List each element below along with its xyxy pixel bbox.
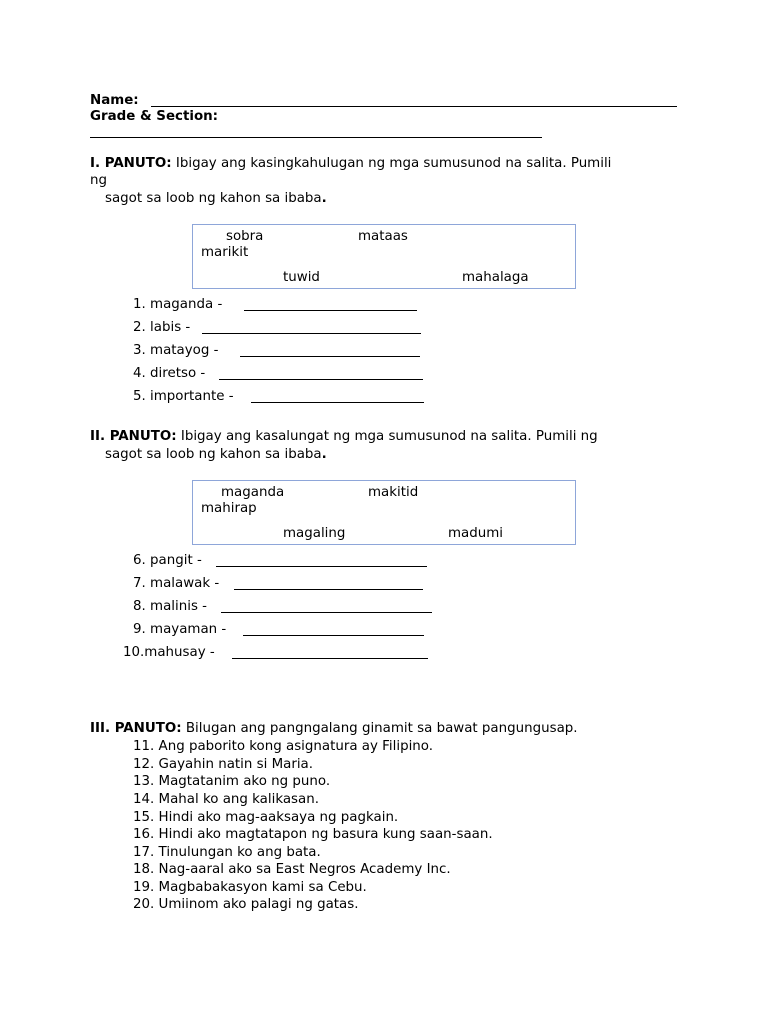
list-item <box>133 389 234 405</box>
word-box-1-word: tuwid <box>283 270 320 285</box>
section1-heading: I. PANUTO: <box>90 156 172 171</box>
name-field-line[interactable] <box>151 106 677 107</box>
answer-line-8[interactable] <box>221 612 432 613</box>
item-number: 4. <box>133 366 146 381</box>
item-number: 10. <box>123 645 145 660</box>
list-item: 12. Gayahin natin si Maria. <box>133 757 314 772</box>
item-number: 3. <box>133 343 146 358</box>
section2-instruction-text: sagot sa loob ng kahon sa ibaba <box>105 447 322 462</box>
word-box-2-word: mahirap <box>201 501 257 516</box>
section1-instruction-line1: Ibigay ang kasingkahulugan ng mga sumusunod na salita. Pumili <box>175 156 612 171</box>
answer-line-4[interactable] <box>219 379 423 380</box>
answer-line-2[interactable] <box>202 333 421 334</box>
section2-instruction-period: . <box>321 447 327 462</box>
item-text: mayaman - <box>150 622 227 637</box>
list-item <box>133 320 190 336</box>
item-text: matayog - <box>150 343 219 358</box>
section1-instruction-text: sagot sa loob ng kahon sa ibaba <box>105 191 322 206</box>
answer-line-3[interactable] <box>240 356 420 357</box>
item-number: 9. <box>133 622 146 637</box>
item-text: pangit - <box>150 553 202 568</box>
answer-line-9[interactable] <box>243 635 424 636</box>
answer-line-10[interactable] <box>232 658 428 659</box>
answer-line-5[interactable] <box>251 402 424 403</box>
list-item <box>133 622 226 638</box>
item-number: 1. <box>133 297 146 312</box>
answer-line-1[interactable] <box>244 310 417 311</box>
word-box-1-word: mahalaga <box>462 270 529 285</box>
name-label: Name: <box>90 93 139 108</box>
list-item <box>123 645 215 661</box>
word-box-1-word: mataas <box>358 229 408 244</box>
section3-heading: III. PANUTO: <box>90 721 182 736</box>
list-item: 14. Mahal ko ang kalikasan. <box>133 792 319 807</box>
list-item: 20. Umiinom ako palagi ng gatas. <box>133 897 359 912</box>
section1-instruction-period: . <box>321 191 327 206</box>
answer-line-7[interactable] <box>234 589 423 590</box>
section1-instruction <box>90 156 611 172</box>
item-number: 5. <box>133 389 146 404</box>
list-item <box>133 599 207 615</box>
list-item: 15. Hindi ako mag-aaksaya ng pagkain. <box>133 810 399 825</box>
list-item <box>133 297 222 313</box>
word-box-1-word: marikit <box>201 245 249 260</box>
item-text: diretso - <box>150 366 206 381</box>
grade-section-label: Grade & Section: <box>90 109 219 124</box>
word-box-1-word: sobra <box>226 229 264 244</box>
list-item: 11. Ang paborito kong asignatura ay Filipino. <box>133 739 433 754</box>
item-text: malinis - <box>150 599 208 614</box>
item-text: malawak - <box>150 576 220 591</box>
list-item: 17. Tinulungan ko ang bata. <box>133 845 321 860</box>
section2-instruction-line1: Ibigay ang kasalungat ng mga sumusunod na salita. Pumili ng <box>180 429 598 444</box>
item-text: labis - <box>150 320 191 335</box>
item-number: 7. <box>133 576 146 591</box>
answer-line-6[interactable] <box>216 566 427 567</box>
section1-instruction-line3 <box>105 191 327 207</box>
list-item <box>133 366 205 382</box>
word-box-2-word: maganda <box>221 485 285 500</box>
item-text: mahusay - <box>144 645 215 660</box>
list-item <box>133 553 202 569</box>
item-number: 2. <box>133 320 146 335</box>
item-number: 6. <box>133 553 146 568</box>
word-box-2-word: magaling <box>283 526 346 541</box>
section2-instruction-line2 <box>105 447 327 463</box>
section1-instruction-line2: ng <box>90 173 107 188</box>
item-text: importante - <box>150 389 234 404</box>
list-item: 18. Nag-aaral ako sa East Negros Academy Inc. <box>133 862 451 877</box>
section3-instruction <box>90 721 578 737</box>
grade-section-field-line[interactable] <box>90 137 542 138</box>
section2-instruction <box>90 429 598 445</box>
word-box-2-word: madumi <box>448 526 504 541</box>
section2-heading: II. PANUTO: <box>90 429 177 444</box>
list-item: 19. Magbabakasyon kami sa Cebu. <box>133 880 367 895</box>
section3-instruction-text: Bilugan ang pangngalang ginamit sa bawat pangungusap. <box>185 721 578 736</box>
item-text: maganda - <box>150 297 223 312</box>
word-box-2-word: makitid <box>368 485 419 500</box>
list-item: 13. Magtatanim ako ng puno. <box>133 774 331 789</box>
list-item <box>133 576 219 592</box>
item-number: 8. <box>133 599 146 614</box>
list-item: 16. Hindi ako magtatapon ng basura kung saan-saan. <box>133 827 493 842</box>
list-item <box>133 343 218 359</box>
